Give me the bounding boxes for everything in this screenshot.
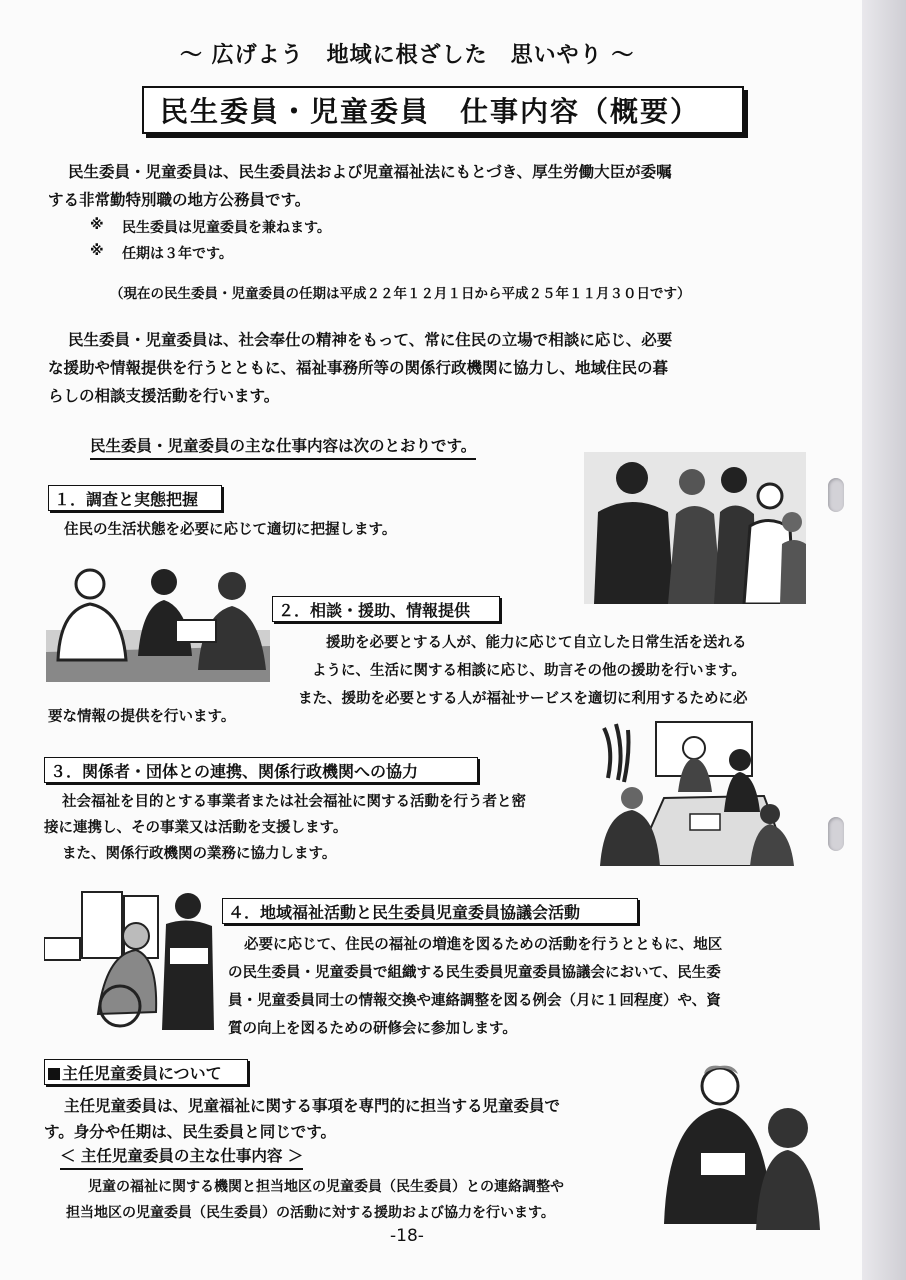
note-2: 任期は３年です。: [122, 246, 233, 262]
section-3-line-1: 社会福祉を目的とする事業者または社会福祉に関する活動を行う者と密: [62, 794, 526, 810]
intro-line-1: 民生委員・児童委員は、民生委員法および児童福祉法にもとづき、厚生労働大臣が委嘱: [68, 163, 672, 181]
section-4-line-1: 必要に応じて、住民の福祉の増進を図るための活動を行うとともに、地区: [244, 937, 723, 953]
section-4-line-4: 質の向上を図るための研修会に参加します。: [228, 1021, 517, 1037]
note-1: 民生委員は児童委員を兼ねます。: [122, 220, 331, 236]
purpose-line-1: 民生委員・児童委員は、社会奉仕の精神をもって、常に住民の立場で相談に応じ、必要: [68, 331, 673, 349]
slogan: ～ 広げよう 地域に根ざした 思いやり ～: [180, 43, 635, 68]
chief-commissioner-illustration: [660, 1064, 820, 1230]
section-2-line-3: また、援助を必要とする人が福祉サービスを適切に利用するために必: [298, 691, 748, 707]
binder-hole-2: [828, 817, 844, 851]
consultation-illustration: [46, 560, 270, 682]
intro-line-2: する非常勤特別職の地方公務員です。: [48, 191, 311, 209]
page-number: -18-: [390, 1226, 424, 1246]
section-4-line-3: 員・児童委員同士の情報交換や連絡調整を図る例会（月に１回程度）や、資: [228, 993, 721, 1009]
chief-line-4: 担当地区の児童委員（民生委員）の活動に対する援助および協力を行います。: [66, 1205, 555, 1221]
chief-line-3: 児童の福祉に関する機関と担当地区の児童委員（民生委員）との連絡調整や: [88, 1179, 564, 1195]
section-3-line-3: また、関係行政機関の業務に協力します。: [62, 846, 337, 862]
page-edge: [862, 0, 906, 1280]
note-mark-2: ※: [90, 243, 104, 259]
square-bullet-icon: [48, 1068, 60, 1080]
main-heading: 民生委員・児童委員の主な仕事内容は次のとおりです。: [90, 434, 476, 460]
section-4-heading: ４．地域福祉活動と民生委員児童委員協議会活動: [228, 903, 581, 922]
note-3: （現在の民生委員・児童委員の任期は平成２２年１２月１日から平成２５年１１月３０日です）: [110, 286, 691, 302]
meeting-illustration: [594, 718, 798, 866]
purpose-line-3: らしの相談支援活動を行います。: [48, 387, 280, 405]
chief-subheading: ＜ 主任児童委員の主な仕事内容 ＞: [60, 1144, 303, 1170]
section-2-line-4: 要な情報の提供を行います。: [48, 709, 236, 725]
section-3-heading: ３．関係者・団体との連携、関係行政機関への協力: [50, 762, 419, 781]
section-2-line-1: 援助を必要とする人が、能力に応じて自立した日常生活を送れる: [326, 635, 747, 651]
page-title: 民生委員・児童委員 仕事内容（概要）: [160, 95, 701, 128]
section-1-line-1: 住民の生活状態を必要に応じて適切に把握します。: [64, 522, 397, 538]
crowd-illustration: [584, 452, 806, 604]
chief-line-2: す。身分や任期は、民生委員と同じです。: [44, 1123, 337, 1141]
chief-line-1: 主任児童委員は、児童福祉に関する事項を専門的に担当する児童委員で: [64, 1097, 561, 1115]
section-3-line-2: 接に連携し、その事業又は活動を支援します。: [44, 820, 348, 836]
section-4-line-2: の民生委員・児童委員で組織する民生委員児童委員協議会において、民生委: [228, 965, 721, 981]
section-1-heading: １．調査と実態把握: [54, 490, 199, 509]
section-2-line-2: ように、生活に関する相談に応じ、助言その他の援助を行います。: [312, 663, 746, 679]
purpose-line-2: な援助や情報提供を行うとともに、福祉事務所等の関係行政機関に協力し、地域住民の暮: [48, 359, 669, 377]
binder-hole-1: [828, 478, 844, 512]
note-mark-1: ※: [90, 217, 104, 233]
wheelchair-illustration: [44, 888, 216, 1030]
section-2-heading: ２．相談・援助、情報提供: [278, 601, 471, 620]
chief-heading: [48, 1061, 222, 1084]
chief-heading-text: 主任児童委員について: [62, 1064, 222, 1083]
